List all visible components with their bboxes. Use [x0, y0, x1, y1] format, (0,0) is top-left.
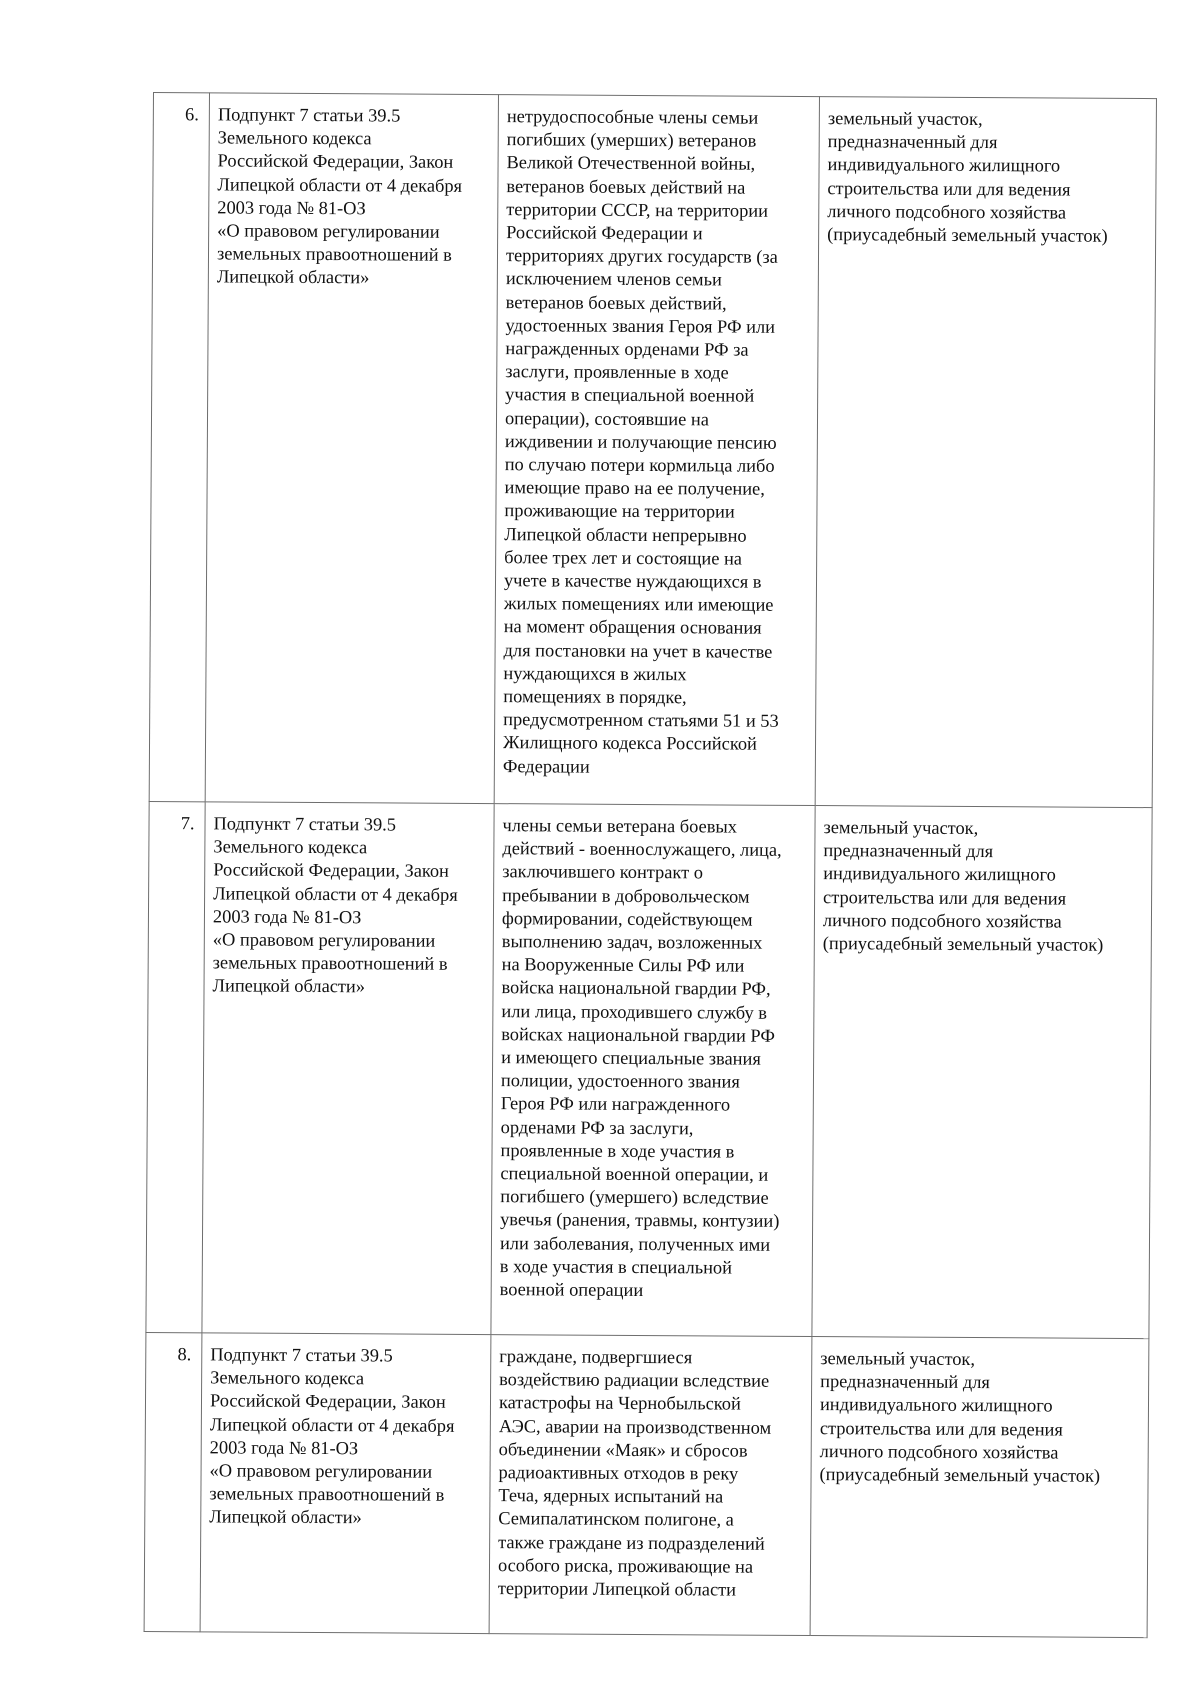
- text-line: и имеющего специальные звания: [501, 1047, 761, 1069]
- text-line: или лица, проходившего службу в: [501, 1000, 768, 1023]
- category-cell: [491, 804, 815, 1337]
- table-row: [146, 801, 1152, 1338]
- text-line: Земельного кодекса: [213, 836, 368, 858]
- text-line: Семипалатинском полигоне, а: [498, 1508, 734, 1530]
- row-number: 6.: [149, 93, 209, 802]
- text-line: Земельного кодекса: [217, 127, 372, 149]
- text-line: в ходе участия в специальной: [499, 1256, 733, 1278]
- text-line: земельный участок,: [820, 1348, 976, 1370]
- text-line: исключением членов семьи: [505, 268, 722, 290]
- text-line: Липецкой области от 4 декабря: [209, 1413, 455, 1436]
- text-line: Липецкой области от 4 декабря: [213, 882, 458, 905]
- table-row: [144, 1332, 1149, 1637]
- text-line: или заболевания, полученных ими: [499, 1232, 771, 1255]
- text-line: Липецкой области»: [209, 1506, 362, 1528]
- text-line: «О правовом регулировании: [209, 1460, 433, 1482]
- text-line: предназначенный для: [827, 131, 998, 153]
- text-line: ветеранов боевых действий,: [505, 291, 727, 314]
- text-line: по случаю потери кормильца либо: [504, 454, 775, 476]
- text-line: иждивении и получающие пенсию: [504, 430, 777, 453]
- text-line: личного подсобного хозяйства: [819, 1440, 1059, 1463]
- text-line: 2003 года № 81-ОЗ: [217, 197, 366, 219]
- text-line: объединении «Маяк» и сбросов: [498, 1438, 748, 1461]
- text-line: награжденных орденами РФ за: [505, 338, 749, 360]
- text-line: 2003 года № 81-ОЗ: [212, 906, 362, 928]
- text-line: Подпункт 7 статьи 39.5: [210, 1344, 393, 1366]
- text-line: предназначенный для: [823, 840, 994, 862]
- text-line: нетрудоспособные члены семьи: [506, 106, 759, 128]
- text-line: выполнению задач, возложенных: [501, 931, 763, 953]
- text-line: полиции, удостоенного звания: [500, 1070, 740, 1092]
- text-line: территории СССР, на территории: [506, 198, 769, 221]
- text-line: Подпункт 7 статьи 39.5: [217, 104, 401, 126]
- text-line: Липецкой области»: [216, 266, 370, 288]
- text-line: Земельного кодекса: [210, 1367, 365, 1389]
- text-line: личного подсобного хозяйства: [827, 200, 1067, 223]
- row-number: 8.: [144, 1332, 202, 1631]
- text-line: Липецкой области»: [212, 975, 366, 997]
- text-line: Федерации: [502, 755, 590, 777]
- text-line: земельных правоотношений в: [212, 952, 448, 975]
- text-line: военной операции: [499, 1279, 644, 1301]
- text-line: земельный участок,: [827, 108, 983, 130]
- text-line: учете в качестве нуждающихся в: [503, 570, 762, 592]
- text-line: Российской Федерации, Закон: [213, 859, 450, 882]
- text-line: (приусадебный земельный участок): [827, 224, 1108, 246]
- text-line: Липецкой области от 4 декабря: [217, 174, 463, 196]
- text-line: операции), состоявшие на: [504, 407, 710, 430]
- text-line: АЭС, аварии на производственном: [498, 1415, 772, 1438]
- text-line: радиоактивных отходов в реку: [498, 1462, 739, 1484]
- text-line: (приусадебный земельный участок): [819, 1464, 1101, 1486]
- text-line: члены семьи ветерана боевых: [502, 815, 738, 837]
- benefits-table: [144, 92, 1157, 1638]
- text-line: заслуги, проявленные в ходе: [505, 361, 729, 383]
- text-line: Российской Федерации, Закон: [209, 1390, 446, 1413]
- text-line: особого риска, проживающие на: [497, 1554, 754, 1577]
- text-line: имеющие право на ее получение,: [504, 477, 765, 499]
- text-line: специальной военной операции, и: [500, 1163, 769, 1185]
- text-line: ветеранов боевых действий на: [506, 175, 746, 198]
- text-line: формировании, содействующем: [501, 907, 753, 930]
- legal-basis-cell: [200, 1333, 491, 1634]
- table-row: [149, 93, 1156, 808]
- text-line: «О правовом регулировании: [212, 929, 436, 951]
- text-line: индивидуального жилищного: [819, 1394, 1053, 1416]
- text-line: погибшего (умершего) вследствие: [500, 1186, 769, 1209]
- text-line: территории Липецкой области: [497, 1578, 737, 1600]
- land-plot-cell: [812, 806, 1152, 1339]
- text-line: Российской Федерации и: [506, 222, 703, 244]
- text-line: Жилищного кодекса Российской: [502, 732, 757, 755]
- text-line: Подпункт 7 статьи 39.5: [213, 813, 397, 835]
- text-line: воздействию радиации вследствие: [499, 1369, 770, 1391]
- text-line: войсках национальной гвардии РФ: [501, 1023, 775, 1046]
- text-line: предназначенный для: [820, 1371, 990, 1393]
- text-line: жилых помещениях или имеющие: [503, 593, 774, 616]
- text-line: земельный участок,: [823, 817, 979, 839]
- text-line: граждане, подвергшиеся: [499, 1346, 693, 1368]
- text-line: войска национальной гвардии РФ,: [501, 977, 771, 1000]
- text-line: земельных правоотношений в: [216, 243, 452, 266]
- text-line: также граждане из подразделений: [498, 1531, 765, 1554]
- category-cell: [494, 95, 819, 806]
- text-line: строительства или для ведения: [819, 1417, 1063, 1440]
- text-line: проживающие на территории: [504, 500, 735, 523]
- text-line: «О правовом регулировании: [217, 220, 440, 242]
- text-line: погибших (умерших) ветеранов: [506, 129, 757, 151]
- text-line: строительства или для ведения: [827, 177, 1071, 200]
- text-line: 2003 года № 81-ОЗ: [209, 1437, 359, 1459]
- text-line: личного подсобного хозяйства: [822, 909, 1062, 932]
- text-line: пребывании в добровольческом: [502, 884, 750, 907]
- text-line: строительства или для ведения: [823, 886, 1067, 909]
- text-line: участия в специальной военной: [505, 384, 755, 407]
- text-line: Липецкой области непрерывно: [504, 523, 747, 546]
- text-line: катастрофы на Чернобыльской: [498, 1392, 741, 1415]
- text-line: заключившего контракт о: [502, 861, 704, 883]
- text-line: на момент обращения основания: [503, 616, 762, 639]
- text-line: Великой Отечественной войны,: [506, 152, 756, 175]
- text-line: проявленные в ходе участия в: [500, 1139, 735, 1162]
- text-line: Теча, ядерных испытаний на: [498, 1485, 724, 1507]
- text-line: Российской Федерации, Закон: [217, 150, 454, 173]
- text-line: Героя РФ или награжденного: [500, 1093, 731, 1115]
- legal-basis-cell: [205, 93, 498, 804]
- row-number: 7.: [146, 801, 205, 1332]
- text-line: индивидуального жилищного: [827, 154, 1061, 176]
- text-line: помещениях в порядке,: [503, 686, 687, 708]
- text-line: для постановки на учет в качестве: [503, 639, 773, 662]
- land-plot-cell: [815, 97, 1156, 808]
- text-line: орденами РФ за заслуги,: [500, 1116, 694, 1138]
- text-line: предусмотренном статьями 51 и 53: [503, 709, 779, 732]
- text-line: удостоенных звания Героя РФ или: [505, 314, 776, 337]
- text-line: земельных правоотношений в: [209, 1483, 445, 1506]
- text-line: на Вооруженные Силы РФ или: [501, 954, 745, 976]
- text-line: (приусадебный земельный участок): [822, 933, 1104, 955]
- category-cell: [489, 1335, 812, 1636]
- legal-basis-cell: [202, 802, 494, 1335]
- text-line: индивидуального жилищного: [823, 863, 1056, 885]
- text-line: действий - военнослужащего, лица,: [502, 838, 782, 861]
- text-line: нуждающихся в жилых: [503, 663, 687, 685]
- text-line: увечья (ранения, травмы, контузии): [500, 1209, 780, 1232]
- land-plot-cell: [810, 1337, 1149, 1638]
- text-line: территориях других государств (за: [505, 245, 778, 268]
- text-line: более трех лет и состоящие на: [504, 547, 743, 569]
